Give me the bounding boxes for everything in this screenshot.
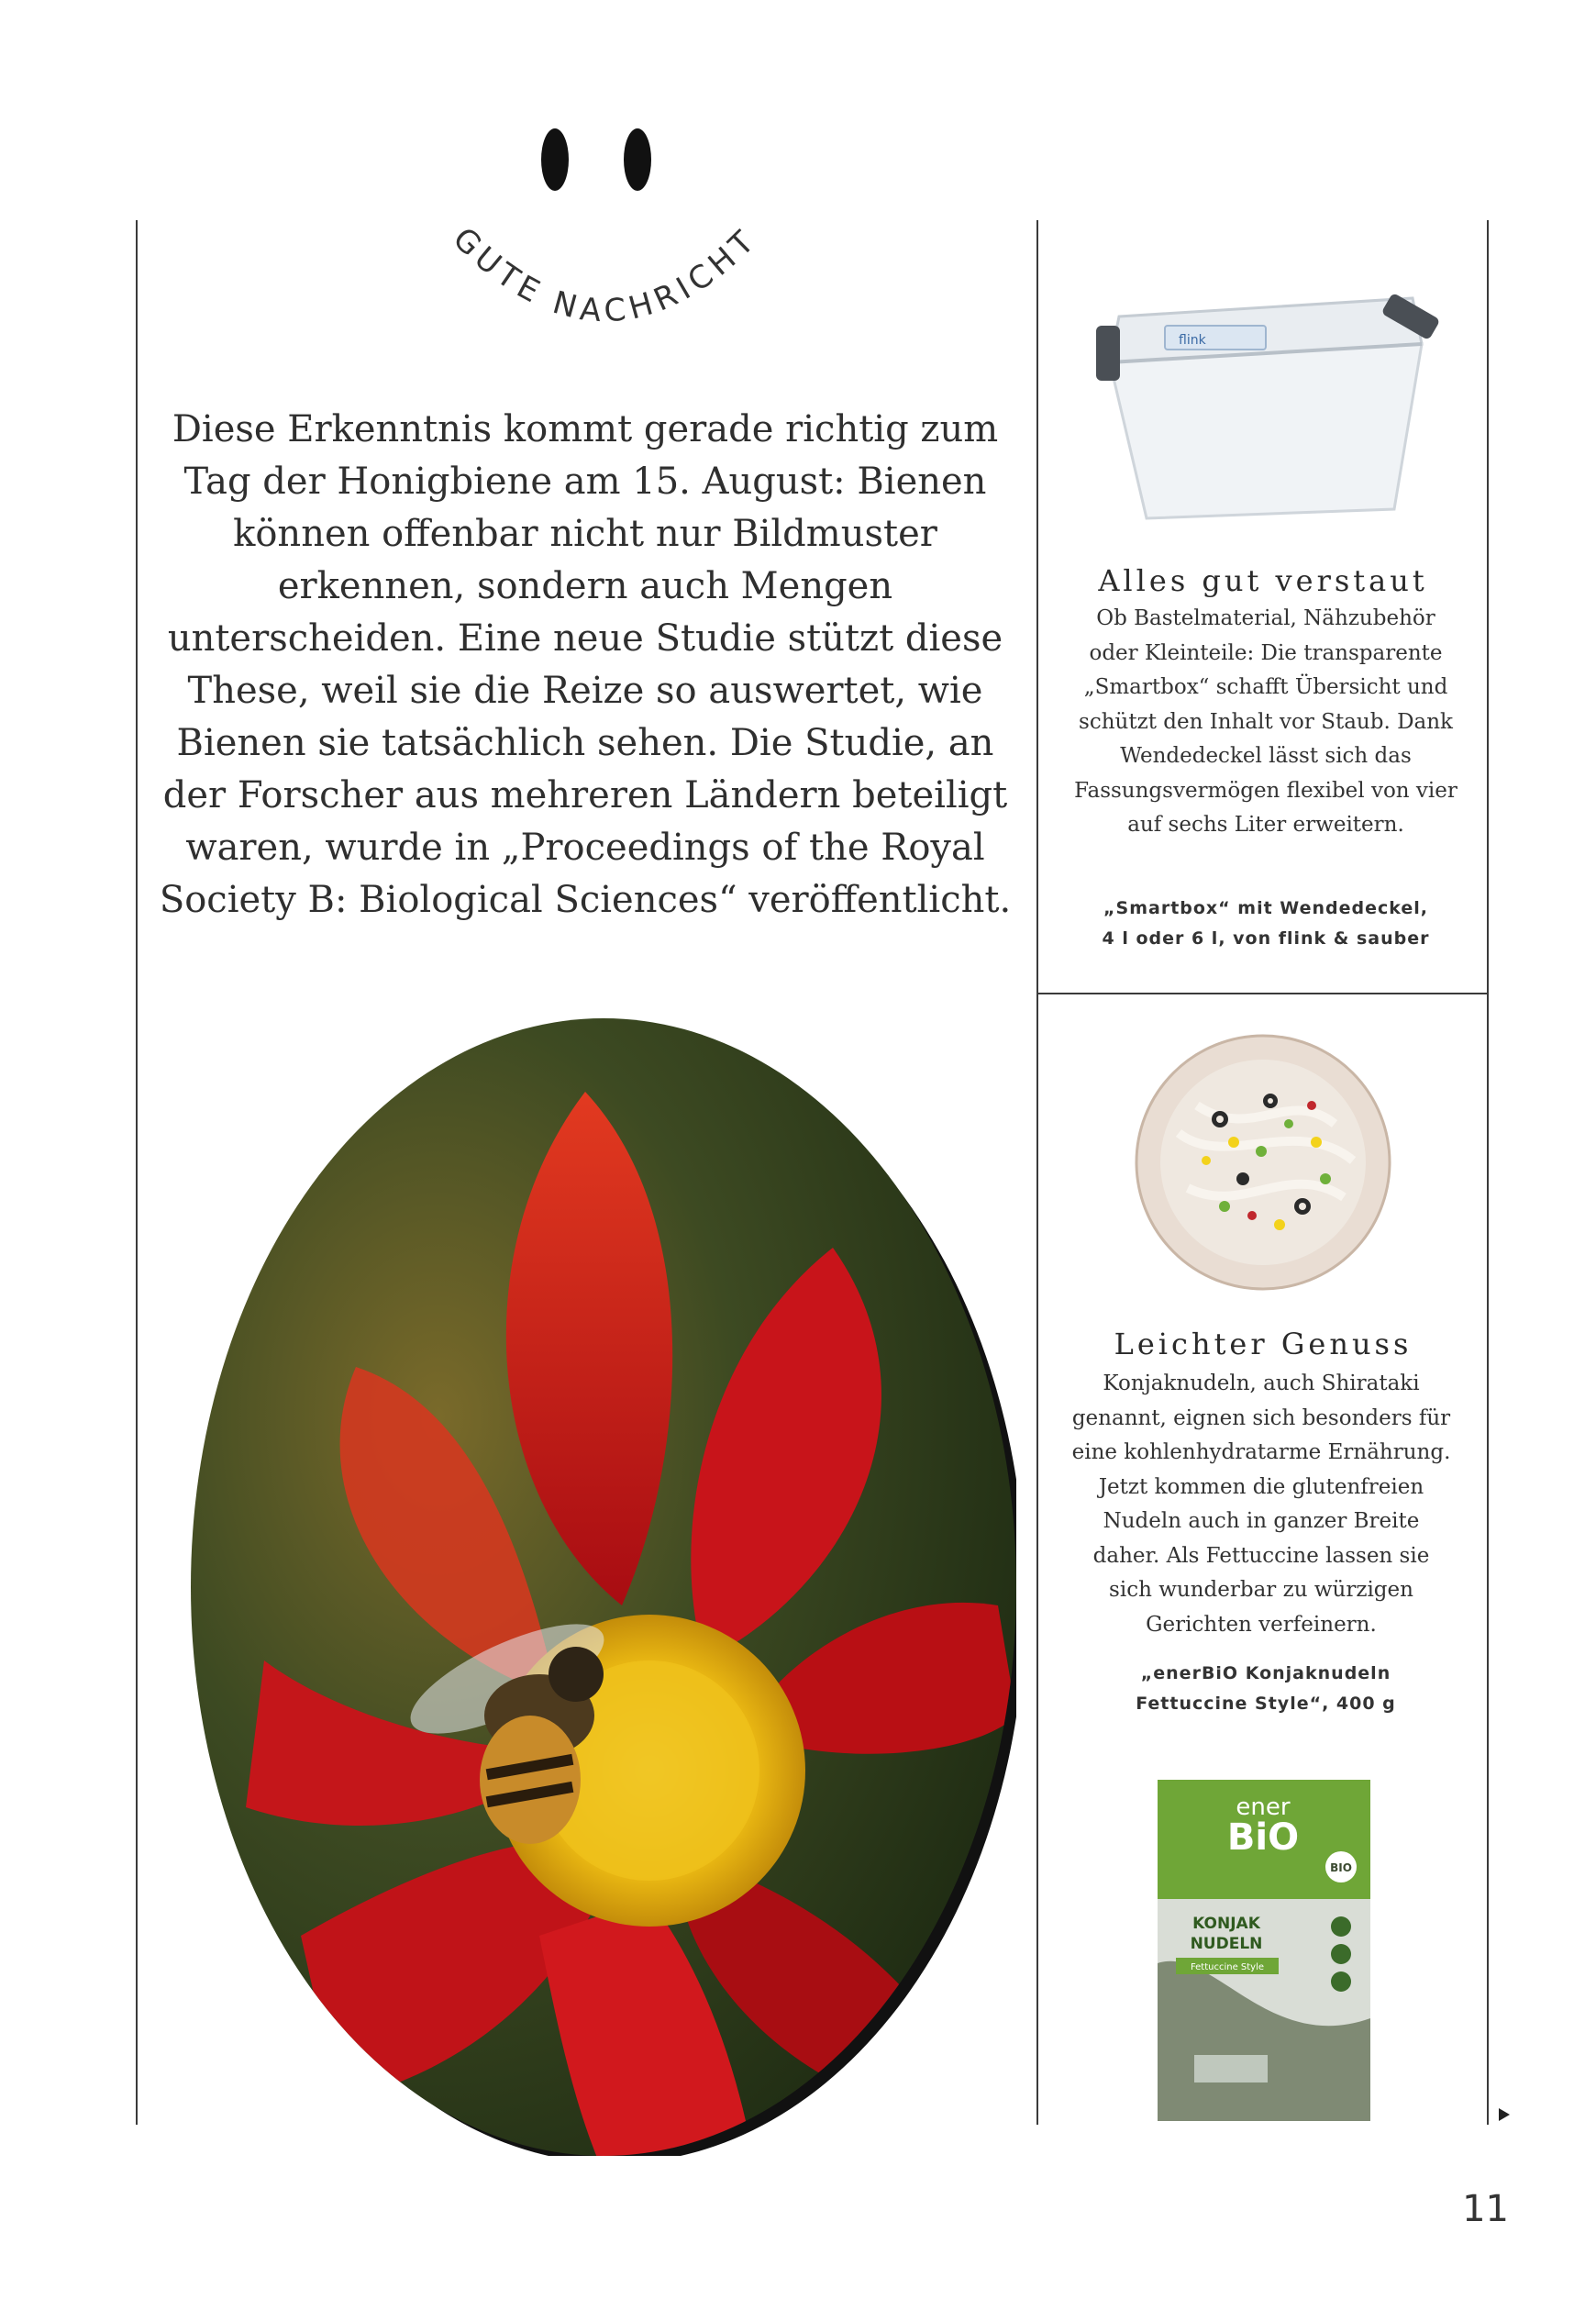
box-caption-line1: „Smartbox“ mit Wendedeckel,	[1103, 898, 1428, 918]
article-body: Diese Erkenntnis kommt gerade richtig zum Tag der Honigbiene am 15. August: Bienen können offenbar nicht nur Bildmuster erkennen, sondern auch Mengen unterscheiden. Eine neue Studie stützt diese These, weil sie die Reize so auswertet, wie Bienen sie tatsächlich sehen. Die Studie, an der Forscher aus mehreren Ländern beteiligt waren, wurde in „Proceedings of the Royal Society B: Biological Sciences“ veröffentlicht.	[159, 408, 1012, 921]
box-item-title: Alles gut verstaut	[1098, 563, 1428, 598]
package-product-line3: Fettuccine Style	[1190, 1962, 1265, 1972]
storage-box-photo	[1082, 261, 1449, 537]
box-item-body: Ob Bastelmaterial, Nähzubehör oder Kleinteile: Die transparente „Smartbox“ schafft Übersicht und schützt den Inhalt vor Staub. Dank Wendedeckel lässt sich das Fassungsvermögen flexibel von vier auf sechs Liter erweitern.	[1074, 606, 1457, 837]
left-divider	[136, 220, 138, 2125]
package-brand-line2: BiO	[1226, 1816, 1300, 1859]
bee-on-flower-photo	[191, 1018, 1016, 2156]
package-product-line2: NUDELN	[1190, 1935, 1263, 1953]
package-brand-line1: ener	[1236, 1794, 1291, 1821]
noodle-caption-line1: „enerBiO Konjaknudeln	[1140, 1663, 1391, 1683]
noodle-bowl-photo	[1133, 1032, 1394, 1294]
noodle-item-title: Leichter Genuss	[1114, 1327, 1413, 1361]
noodle-item-body: Konjaknudeln, auch Shirataki genannt, eignen sich besonders für eine kohlenhydratarme Ernährung. Jetzt kommen die glutenfreien Nudeln auch in ganzer Breite daher. Als Fettuccine lassen sie sich wunderbar zu würzigen Gerichten verfeinern.	[1071, 1372, 1451, 1637]
box-item-caption	[1064, 894, 1468, 954]
smiley-right-eye	[624, 128, 651, 191]
curved-section-label	[431, 211, 780, 394]
continue-arrow-icon	[1499, 2108, 1510, 2121]
noodle-package-photo	[1158, 1780, 1370, 2121]
package-bio-badge: BIO	[1330, 1861, 1352, 1874]
smiley-left-eye	[541, 128, 569, 191]
middle-divider	[1036, 220, 1038, 2125]
box-caption-line2: 4 l oder 6 l, von flink & sauber	[1102, 928, 1430, 949]
package-product-line1: KONJAK	[1192, 1915, 1260, 1933]
noodle-item-caption	[1064, 1659, 1468, 1719]
noodle-caption-line2: Fettuccine Style“, 400 g	[1136, 1694, 1396, 1714]
right-divider	[1487, 220, 1489, 2125]
page-number: 11	[1462, 2188, 1509, 2230]
right-column-separator	[1036, 993, 1489, 994]
section-label-text: GUTE NACHRICHT	[445, 220, 766, 330]
svg-text:flink: flink	[1179, 333, 1206, 348]
